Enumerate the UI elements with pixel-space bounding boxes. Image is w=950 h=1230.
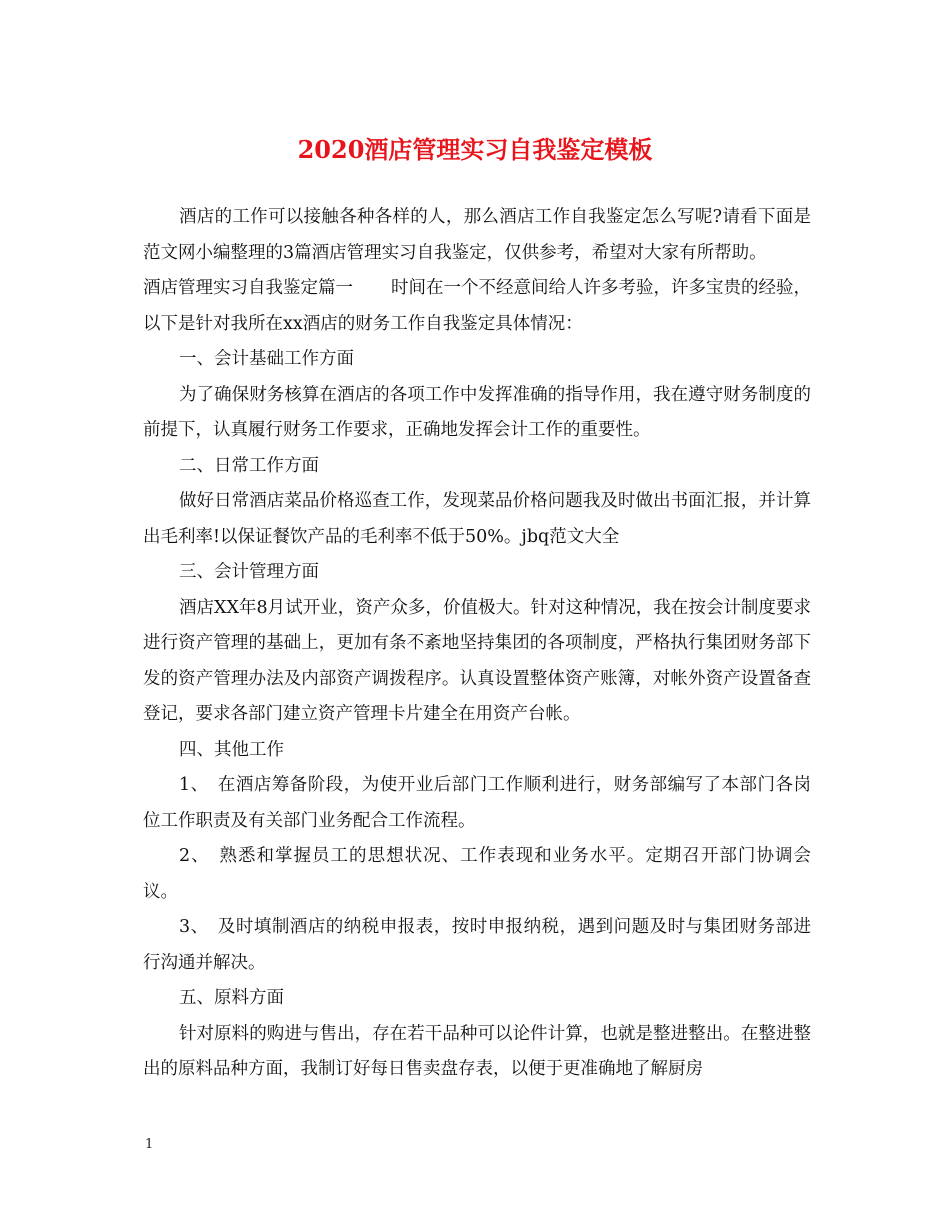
document-title: 2020酒店管理实习自我鉴定模板 bbox=[297, 135, 653, 164]
heading-raw-materials: 五、原料方面 bbox=[179, 988, 284, 1008]
heading-daily-work: 二、日常工作方面 bbox=[179, 455, 319, 476]
document-body bbox=[143, 200, 811, 1088]
paragraph-raw-materials: 针对原料的购进与售出，存在若干品种可以论件计算，也就是整进整出。在整进整出的原料品种方面，我制订好每日售卖盘存表，以便于更准确地了解厨房 bbox=[143, 1023, 811, 1079]
heading-accounting-basics: 一、会计基础工作方面 bbox=[179, 349, 354, 369]
list-item: 1、 在酒店筹备阶段，为使开业后部门工作顺利进行，财务部编写了本部门各岗位工作职责及有关部门业务配合工作流程。 bbox=[143, 775, 811, 831]
paragraph-daily-work: 做好日常酒店菜品价格巡查工作，发现菜品价格问题我及时做出书面汇报，并计算出毛利率!以保证餐饮产品的毛利率不低于50%。jbq范文大全 bbox=[143, 491, 811, 547]
section-paragraph bbox=[143, 271, 811, 342]
section-label: 酒店管理实习自我鉴定篇一 bbox=[143, 278, 353, 298]
heading-accounting-management: 三、会计管理方面 bbox=[179, 562, 319, 582]
paragraph-accounting-management: 酒店XX年8月试开业，资产众多，价值极大。针对这种情况，我在按会计制度要求进行资产管理的基础上，更加有条不紊地坚持集团的各项制度，严格执行集团财务部下发的资产管理办法及内部资产调拨程序。认真设置整体资产账簿，对帐外资产设置备查登记，要求各部门建立资产管理卡片建全在用资产台帐。 bbox=[143, 597, 811, 724]
page-number: 1 bbox=[145, 1137, 154, 1152]
section-text: 时间在一个不经意间给人许多考验，许多宝贵的经验，以下是针对我所在xx酒店的财务工作自我鉴定具体情况： bbox=[143, 278, 811, 334]
list-item: 3、 及时填制酒店的纳税申报表，按时申报纳税，遇到问题及时与集团财务部进行沟通并解决。 bbox=[143, 917, 811, 973]
heading-other-work: 四、其他工作 bbox=[179, 739, 284, 760]
intro-paragraph: 酒店的工作可以接触各种各样的人，那么酒店工作自我鉴定怎么写呢?请看下面是范文网小编整理的3篇酒店管理实习自我鉴定，仅供参考，希望对大家有所帮助。 bbox=[143, 207, 811, 263]
paragraph-accounting-basics: 为了确保财务核算在酒店的各项工作中发挥准确的指导作用，我在遵守财务制度的前提下，认真履行财务工作要求，正确地发挥会计工作的重要性。 bbox=[143, 384, 811, 440]
list-item: 2、 熟悉和掌握员工的思想状况、工作表现和业务水平。定期召开部门协调会议。 bbox=[143, 846, 811, 902]
